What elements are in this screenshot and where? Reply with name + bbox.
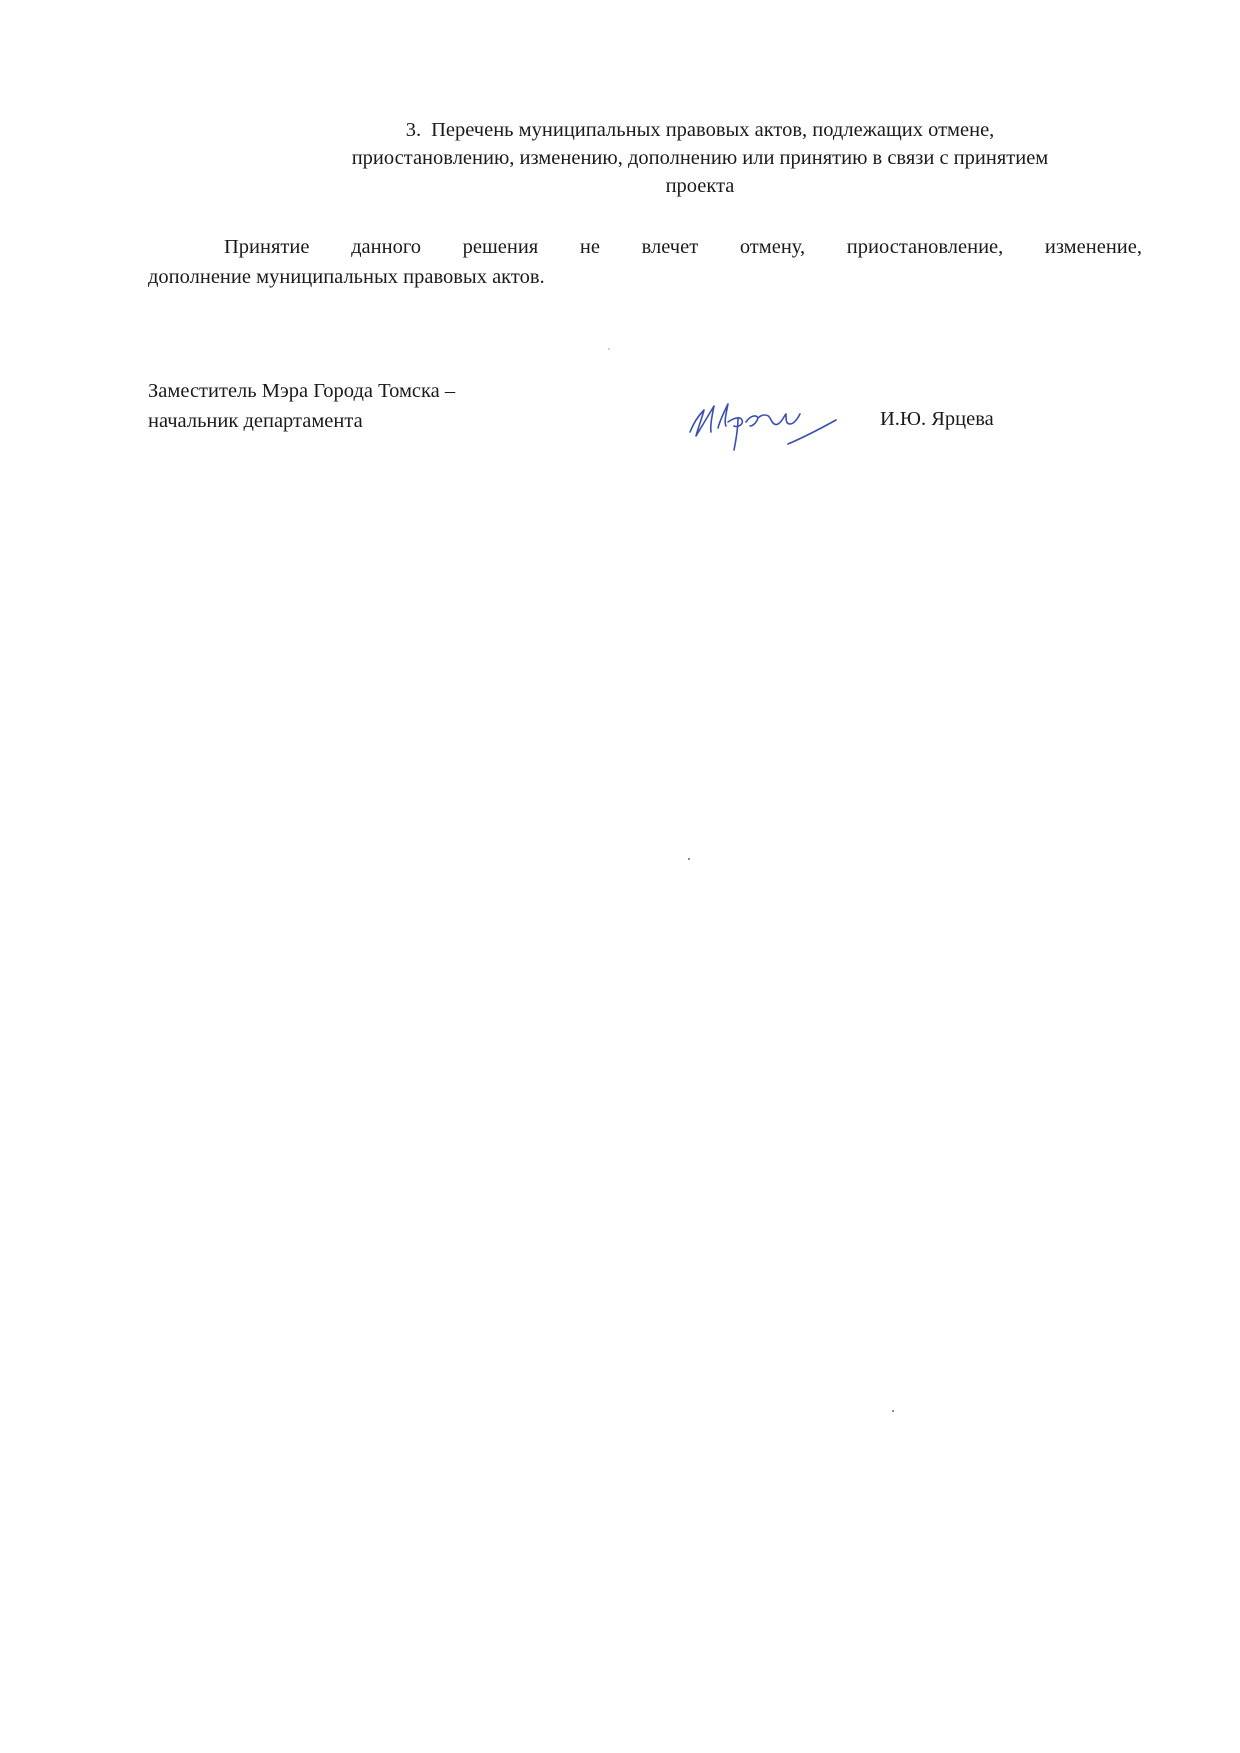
body-paragraph-line-1: Принятие данного решения не влечет отмену, приостановление, изменение, [224, 236, 1142, 258]
section-heading-line-2: приостановлению, изменению, дополнению или принятию в связи с принятием [351, 147, 1049, 169]
signer-name: И.Ю. Ярцева [880, 408, 994, 430]
section-heading-line-1 [250, 116, 1150, 144]
scan-speck [608, 348, 610, 350]
body-paragraph-line-2: дополнение муниципальных правовых актов. [148, 266, 545, 288]
signer-position [148, 376, 455, 436]
section-heading-line-3: проекта [665, 175, 735, 197]
scan-speck [892, 1410, 894, 1412]
signer-position-line-2: начальник департамента [148, 410, 363, 432]
section-title-part-1: Перечень муниципальных правовых актов, подлежащих отмене, [431, 119, 995, 141]
section-heading [250, 116, 1150, 200]
handwritten-signature [684, 392, 854, 460]
section-number: 3. [405, 119, 422, 141]
scan-speck [688, 858, 690, 860]
body-paragraph [148, 232, 1142, 292]
signer-position-line-1: Заместитель Мэра Города Томска – [148, 380, 456, 402]
